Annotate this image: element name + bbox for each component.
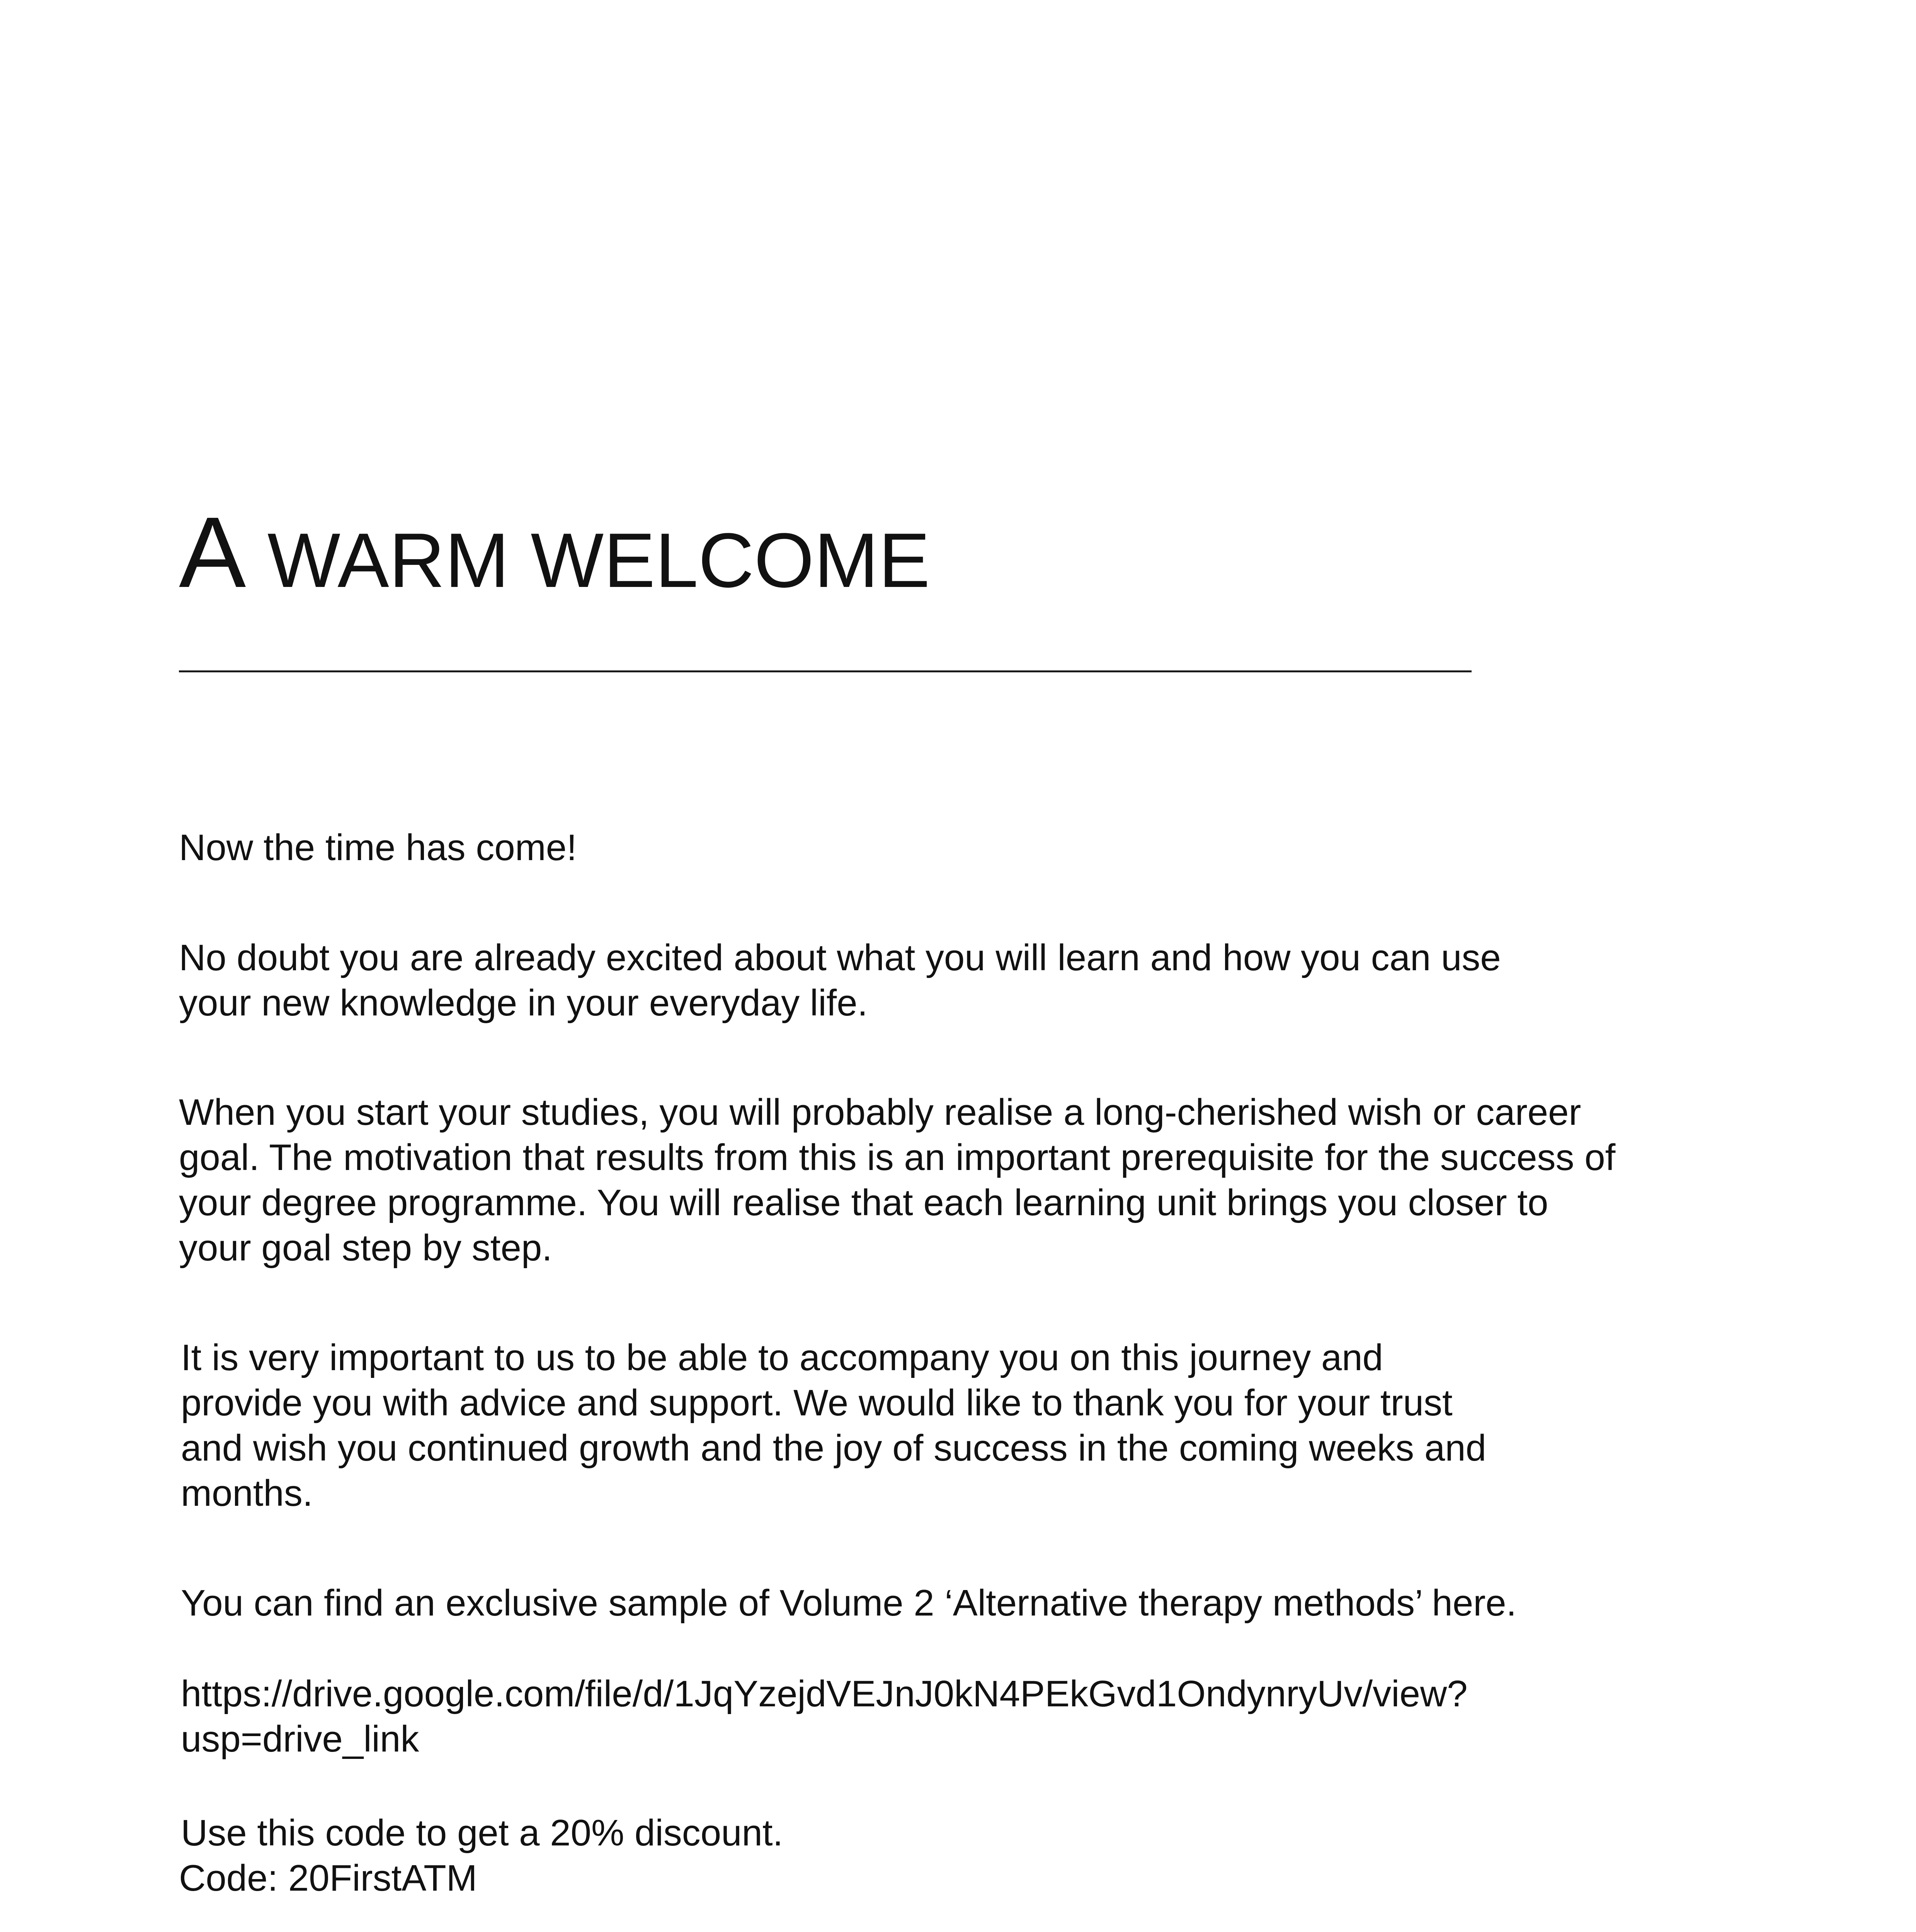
motivation-paragraph: When you start your studies, you will probably realise a long-cherished wish or career goal. The motivation that results from this is an important prerequisite for the success of your degree programme. You will realise that each learning unit brings you closer to your goal step by step. — [179, 1092, 1616, 1269]
discount-text: Use this code to get a 20% discount. — [181, 1812, 783, 1854]
sample-paragraph: You can find an exclusive sample of Volume 2 ‘Alternative therapy methods’ here. — [181, 1582, 1517, 1624]
excitement-paragraph: No doubt you are already excited about what you will learn and how you can use your new knowledge in your everyday life. — [179, 937, 1501, 1024]
intro-paragraph: Now the time has come! — [179, 827, 577, 868]
sample-link[interactable]: https://drive.google.com/file/d/1JqYzejdVEJnJ0kN4PEkGvd1OndynryUv/view? usp=drive_link — [181, 1673, 1468, 1760]
title-text: WARM WELCOME — [246, 517, 930, 604]
discount-code: Code: 20FirstATM — [179, 1857, 477, 1899]
title-initial: A — [179, 497, 246, 609]
page-title — [179, 497, 930, 609]
title-divider — [179, 670, 1472, 672]
support-paragraph: It is very important to us to be able to accompany you on this journey and provide you with advice and support. We would like to thank you for your trust and wish you continued growth and the joy of success in the coming weeks and months. — [181, 1337, 1486, 1514]
